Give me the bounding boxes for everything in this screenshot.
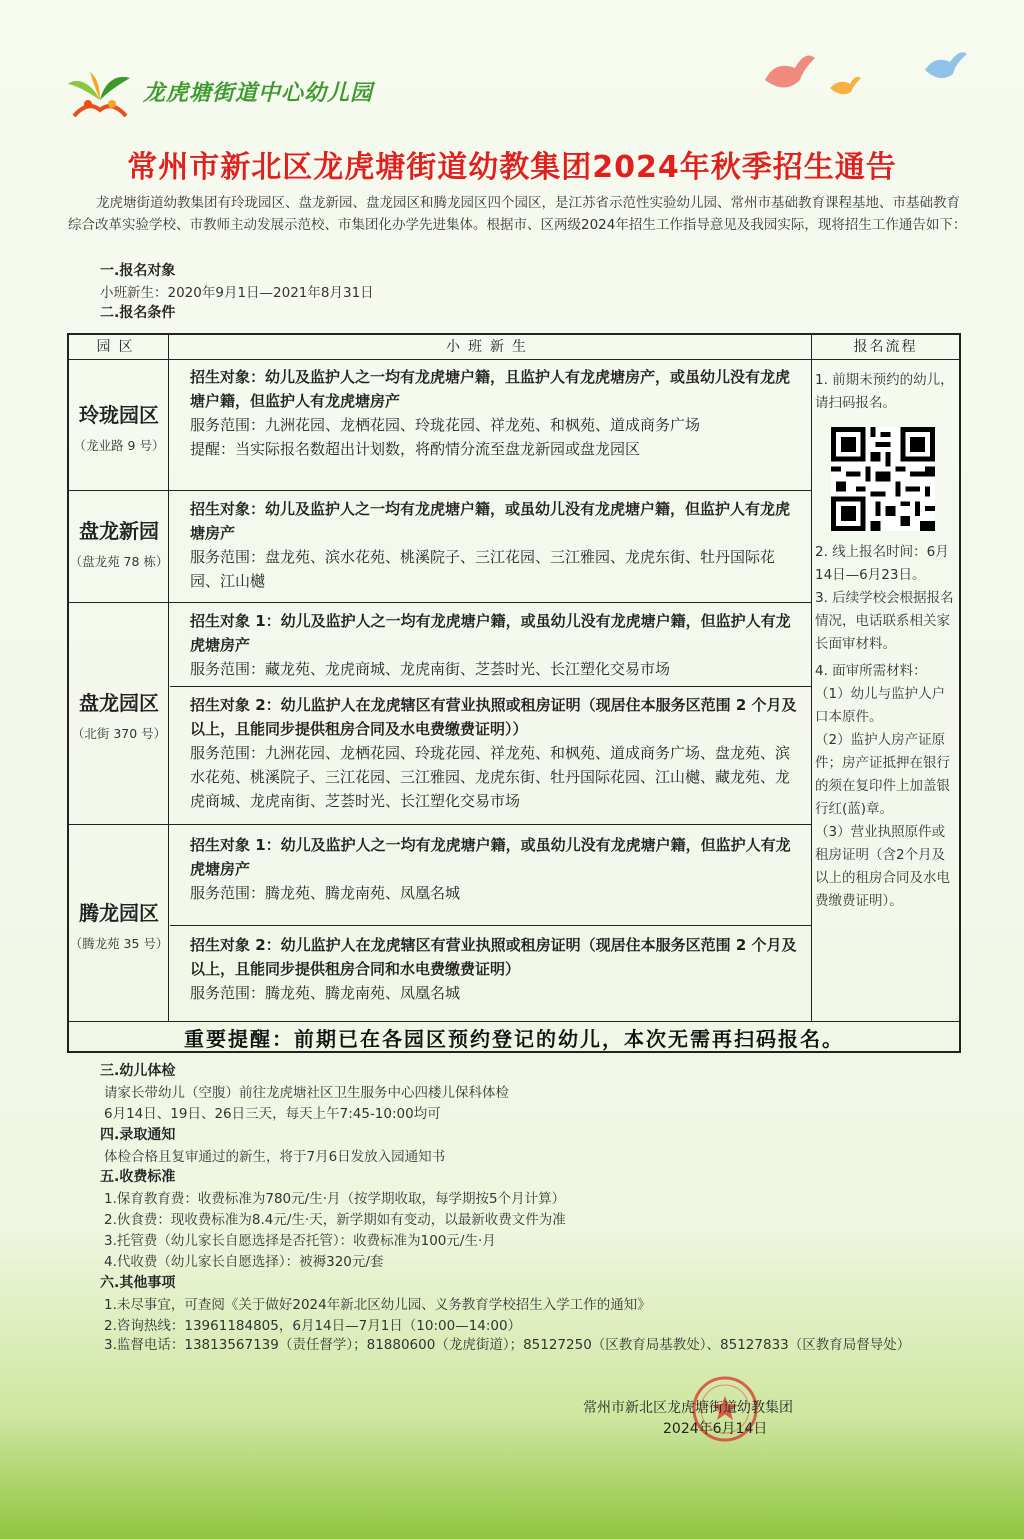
section-5-heading: 五.收费标准	[100, 1169, 176, 1185]
school-logo-icon	[60, 70, 140, 120]
process-material-1: （1）幼儿与监护人户口本原件。	[815, 686, 946, 725]
section-5-line-4: 4.代收费（幼儿家长自愿选择）：被褥320元/套	[104, 1254, 384, 1270]
cell-target: 招生对象 2：幼儿监护人在龙虎辖区有营业执照或租房证明（现居住本服务区范围 2 个月及以上，且能同步提供租房合同及水电费缴费证明））	[190, 696, 797, 738]
process-step-2: 2. 线上报名时间：6月14日—6月23日。	[815, 544, 949, 583]
process-step-3: 3. 后续学校会根据报名情况，电话联系相关家长面审材料。	[815, 590, 954, 652]
section-3-line-1: 请家长带幼儿（空腹）前往龙虎塘社区卫生服务中心四楼儿保科体检	[104, 1085, 509, 1101]
header-park: 园区	[96, 339, 141, 355]
cell-panlong-new	[170, 493, 811, 593]
process-step-4: 4. 面审所需材料：	[815, 663, 927, 679]
cell-target: 招生对象：幼儿及监护人之一均有龙虎塘户籍，且监护人有龙虎塘房产，或虽幼儿没有龙虎塘户籍，但监护人有龙虎塘房产	[190, 368, 791, 410]
section-4-heading: 四.录取通知	[100, 1127, 176, 1143]
signature-date: 2024年6月14日	[663, 1421, 768, 1437]
section-5-line-1: 1.保育教育费：收费标准为780元/生·月（按学期收取，每学期按5个月计算）	[104, 1191, 566, 1207]
enrollment-table	[67, 333, 961, 1053]
header-class: 小班新生	[446, 339, 534, 355]
section-6-heading: 六.其他事项	[100, 1275, 176, 1291]
section-6-line-2: 2.咨询热线：13961184805，6月14日—7月1日（10:00—14:00）	[104, 1318, 522, 1334]
process-material-3: （3）营业执照原件或租房证明（含2个月及以上的租房合同及水电费缴费证明）。	[815, 824, 950, 909]
section-2-heading: 二.报名条件	[100, 305, 176, 321]
cell-tenglong-1	[170, 829, 811, 905]
section-3-line-2: 6月14日、19日、26日三天，每天上午7:45-10:00均可	[104, 1106, 441, 1122]
cell-range: 服务范围：九洲花园、龙栖花园、玲珑花园、祥龙苑、和枫苑、道成商务广场、盘龙苑、滨水花苑、桃溪院子、三江花园、三江雅园、龙虎东街、牡丹国际花园、江山樾、藏龙苑、龙虎商城、龙虎南街、芝荟时光、长江塑化交易市场	[190, 744, 791, 810]
park-linglong	[69, 399, 169, 454]
header-process: 报名流程	[853, 339, 918, 355]
cell-panlong-2	[170, 689, 811, 813]
cell-range: 服务范围：盘龙苑、滨水花苑、桃溪院子、三江花园、三江雅园、龙虎东街、牡丹国际花园、江山樾	[190, 548, 776, 590]
park-name: 盘龙园区	[79, 691, 159, 715]
park-name: 玲珑园区	[79, 403, 159, 427]
cell-range: 服务范围：九洲花园、龙栖花园、玲珑花园、祥龙苑、和枫苑、道成商务广场	[190, 416, 701, 434]
cell-linglong	[170, 361, 811, 461]
process-material-2: （2）监护人房产证原件；房产证抵押在银行的须在复印件上加盖银行红(蓝)章。	[815, 732, 950, 817]
park-name: 盘龙新园	[79, 519, 159, 543]
park-tenglong	[69, 897, 169, 952]
park-name: 腾龙园区	[79, 901, 159, 925]
park-address: （腾龙苑 35 号）	[69, 936, 169, 951]
section-1-heading: 一.报名对象	[100, 263, 176, 279]
intro-paragraph: 龙虎塘街道幼教集团有玲珑园区、盘龙新园、盘龙园区和腾龙园区四个园区，是江苏省示范性实验幼儿园、常州市基础教育课程基地、市基础教育综合改革实验学校、市教师主动发展示范校、市集团化办学先进集体。根据市、区两级2024年招生工作指导意见及我园实际，现将招生工作通告如下：	[68, 195, 967, 233]
school-name: 龙虎塘街道中心幼儿园	[143, 81, 374, 106]
page-title: 常州市新北区龙虎塘街道幼教集团2024年秋季招生通告	[127, 150, 897, 185]
section-4-line-1: 体检合格且复审通过的新生，将于7月6日发放入园通知书	[104, 1149, 446, 1165]
cell-range: 服务范围：腾龙苑、腾龙南苑、凤凰名城	[190, 884, 461, 902]
cell-range: 服务范围：腾龙苑、腾龙南苑、凤凰名城	[190, 984, 461, 1002]
important-notice: 重要提醒：前期已在各园区预约登记的幼儿，本次无需再扫码报名。	[184, 1027, 844, 1051]
birds-decoration-icon	[755, 40, 975, 110]
section-5-line-3: 3.托管费（幼儿家长自愿选择是否托管）：收费标准为100元/生·月	[104, 1233, 496, 1249]
park-panlong-new	[69, 515, 169, 570]
cell-tenglong-2	[170, 929, 811, 1005]
park-panlong	[69, 687, 169, 742]
cell-range: 服务范围：藏龙苑、龙虎商城、龙虎南街、芝荟时光、长江塑化交易市场	[190, 660, 671, 678]
cell-target: 招生对象：幼儿及监护人之一均有龙虎塘户籍，或虽幼儿没有龙虎塘户籍，但监护人有龙虎塘房产	[190, 500, 791, 542]
park-address: （盘龙苑 78 栋）	[69, 554, 169, 569]
section-6-line-3: 3.监督电话：13813567139（责任督学）；81880600（龙虎街道）；85127250（区教育局基教处）、85127833（区教育局督导处）	[104, 1337, 911, 1353]
section-3-heading: 三.幼儿体检	[100, 1063, 176, 1079]
cell-note: 提醒：当实际报名数超出计划数，将酌情分流至盘龙新园或盘龙园区	[190, 440, 641, 458]
cell-panlong-1	[170, 605, 811, 681]
section-5-line-2: 2.伙食费：现收费标准为8.4元/生·天，新学期如有变动，以最新收费文件为准	[104, 1212, 566, 1228]
signature-org: 常州市新北区龙虎塘街道幼教集团	[583, 1400, 793, 1416]
process-column	[815, 361, 955, 913]
cell-target: 招生对象 1：幼儿及监护人之一均有龙虎塘户籍，或虽幼儿没有龙虎塘户籍，但监护人有龙虎塘房产	[190, 612, 791, 654]
cell-target: 招生对象 1：幼儿及监护人之一均有龙虎塘户籍，或虽幼儿没有龙虎塘户籍，但监护人有龙虎塘房产	[190, 836, 791, 878]
process-step-1: 1. 前期未预约的幼儿，请扫码报名。	[815, 372, 954, 411]
cell-target: 招生对象 2：幼儿监护人在龙虎辖区有营业执照或租房证明（现居住本服务区范围 2 个月及以上，且能同步提供租房合同和水电费缴费证明）	[190, 936, 797, 978]
section-6-line-1: 1.未尽事宜，可查阅《关于做好2024年新北区幼儿园、义务教育学校招生入学工作的通知》	[104, 1297, 651, 1313]
park-address: （龙业路 9 号）	[73, 438, 165, 453]
section-1-line: 小班新生：2020年9月1日—2021年8月31日	[100, 285, 374, 301]
qr-code-icon[interactable]	[831, 427, 935, 531]
park-address: （北街 370 号）	[71, 726, 167, 741]
